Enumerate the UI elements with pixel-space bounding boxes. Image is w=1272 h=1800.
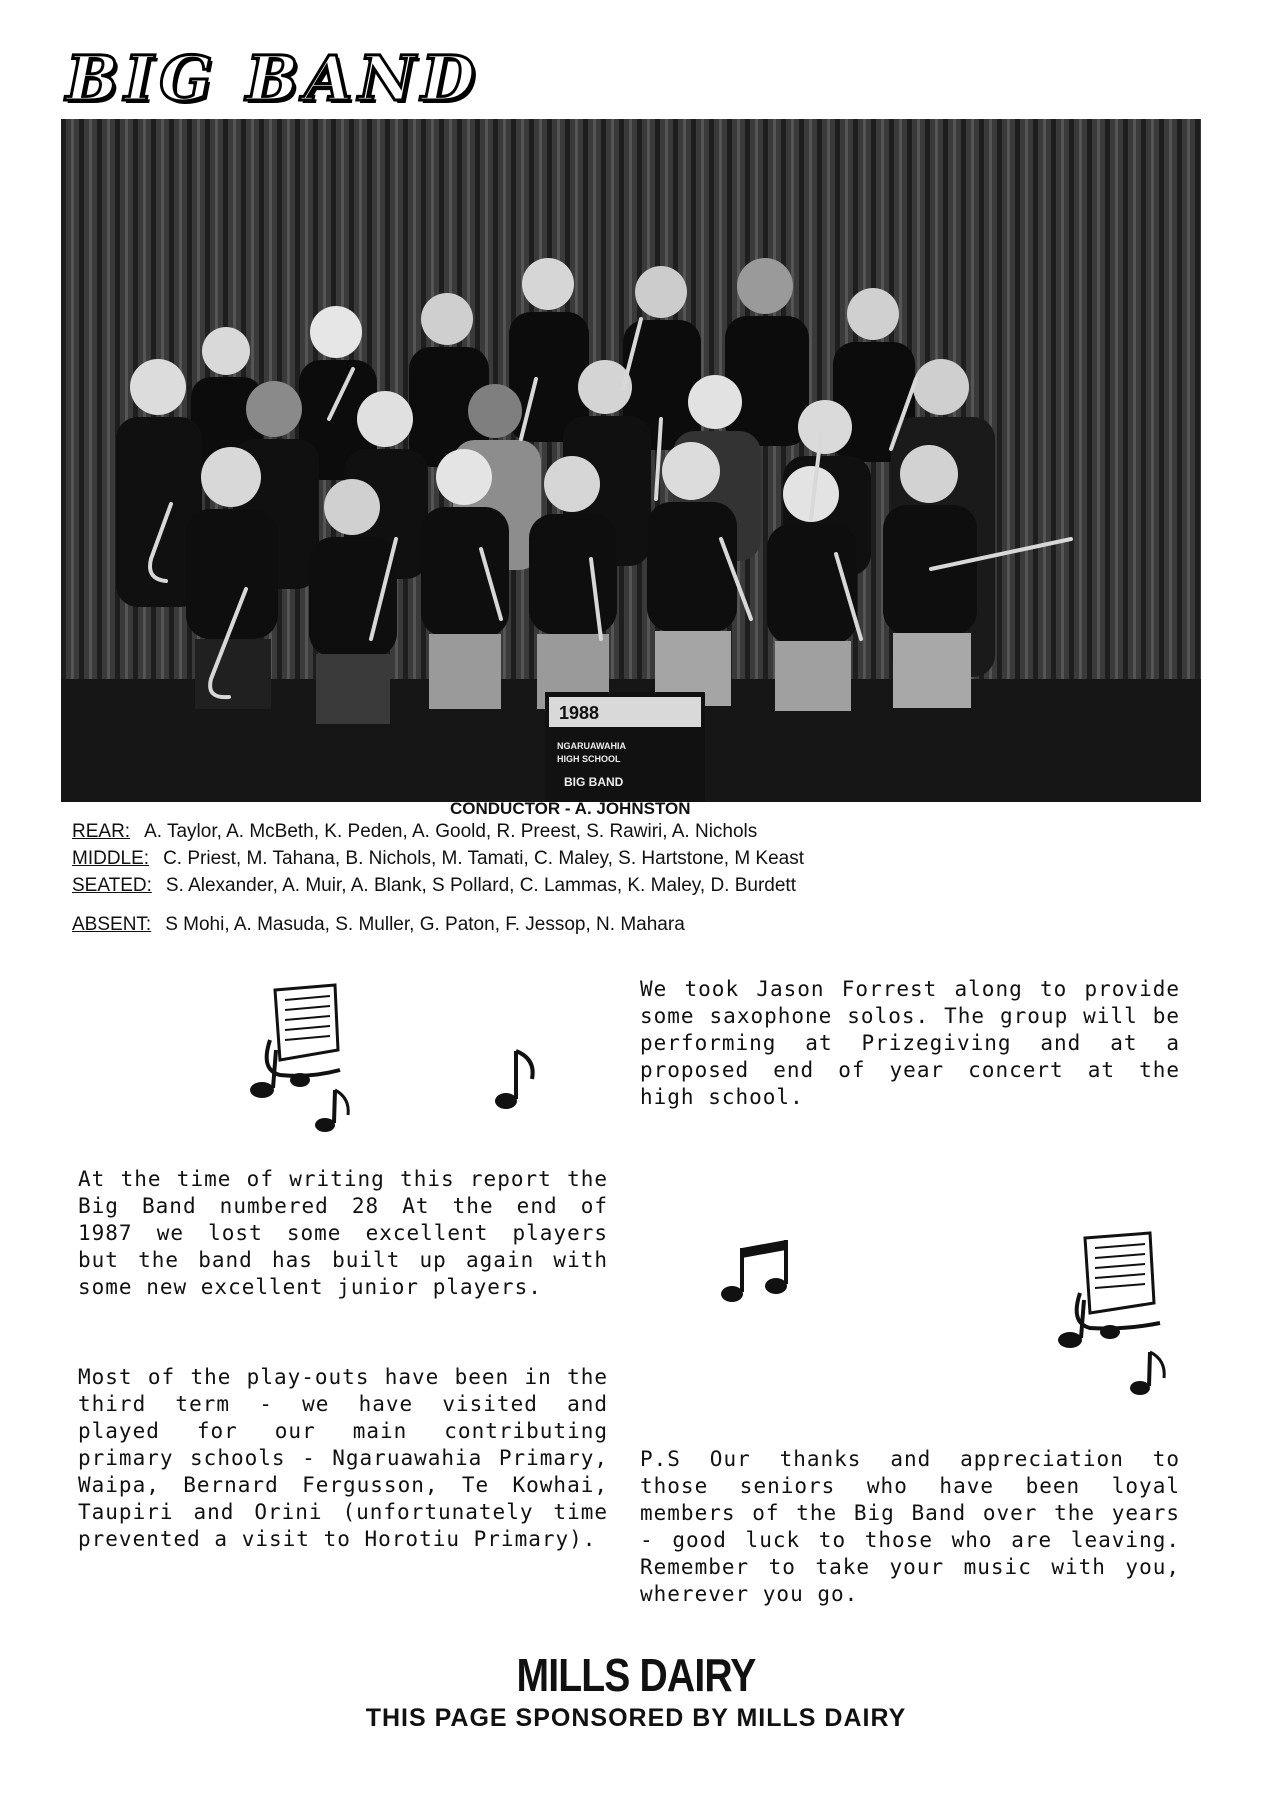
sign-school-1: NGARUAWAHIA (557, 741, 626, 751)
absent-label: ABSENT: (72, 914, 152, 935)
sponsor-line: THIS PAGE SPONSORED BY MILLS DAIRY (365, 1704, 907, 1732)
caption-row-absent (72, 911, 1072, 938)
seated-names: S. Alexander, A. Muir, A. Blank, S Pollard, C. Lammas, K. Maley, D. Burdett (165, 875, 796, 896)
rear-names: A. Taylor, A. McBeth, K. Peden, A. Goold, R. Preest, S. Rawiri, A. Nichols (144, 821, 758, 842)
caption-row-rear (72, 818, 1072, 845)
rear-label: REAR: (72, 821, 131, 842)
middle-label: MIDDLE: (72, 848, 150, 869)
absent-names: S Mohi, A. Masuda, S. Muller, G. Paton, F. Jessop, N. Mahara (165, 914, 685, 935)
paragraph-play-outs: Most of the play-outs have been in the third term - we have visited and played for our main contributing primary schools - Ngaruawahia Primary, Waipa, Bernard Fergusson, Te Kowhai, Taupiri and Orini (unfortunately time prevented a visit to Horotiu Primary). (78, 1365, 608, 1551)
music-sheet-icon-2 (1050, 1228, 1180, 1398)
caption-row-seated (72, 872, 1072, 899)
sponsor-logo: MILLS DAIRY (516, 1649, 756, 1701)
paragraph-solos: We took Jason Forrest along to provide some saxophone solos. The group will be performing at Prizegiving and at a proposed end of year concert at the high school. (640, 977, 1180, 1109)
sign-group: BIG BAND (564, 775, 624, 789)
sign-school-2: HIGH SCHOOL (557, 754, 621, 764)
middle-names: C. Priest, M. Tahana, B. Nichols, M. Tamati, C. Maley, S. Hartstone, M Keast (163, 848, 805, 869)
photo-caption (72, 800, 1072, 938)
page-title: BIG BAND (66, 42, 481, 115)
double-note-icon (718, 1230, 798, 1310)
music-note-icon (492, 1045, 542, 1115)
paragraph-thanks: P.S Our thanks and appreciation to those seniors who have been loyal members of the Big Band over the years - good luck to those who are leaving. Remember to take your music with you, wherever you go. (640, 1447, 1180, 1606)
seated-label: SEATED: (72, 875, 152, 896)
sign-year: 1988 (559, 703, 600, 723)
caption-row-middle (72, 845, 1072, 872)
photo-sign (545, 692, 705, 802)
conductor-line: CONDUCTOR - A. JOHNSTON (450, 799, 691, 818)
band-photo (61, 119, 1201, 802)
music-sheet-icon (240, 980, 360, 1140)
paragraph-band-size: At the time of writing this report the Big Band numbered 28 At the end of 1987 we lost some excellent players but the band has built up again with some new excellent junior players. (78, 1167, 608, 1299)
